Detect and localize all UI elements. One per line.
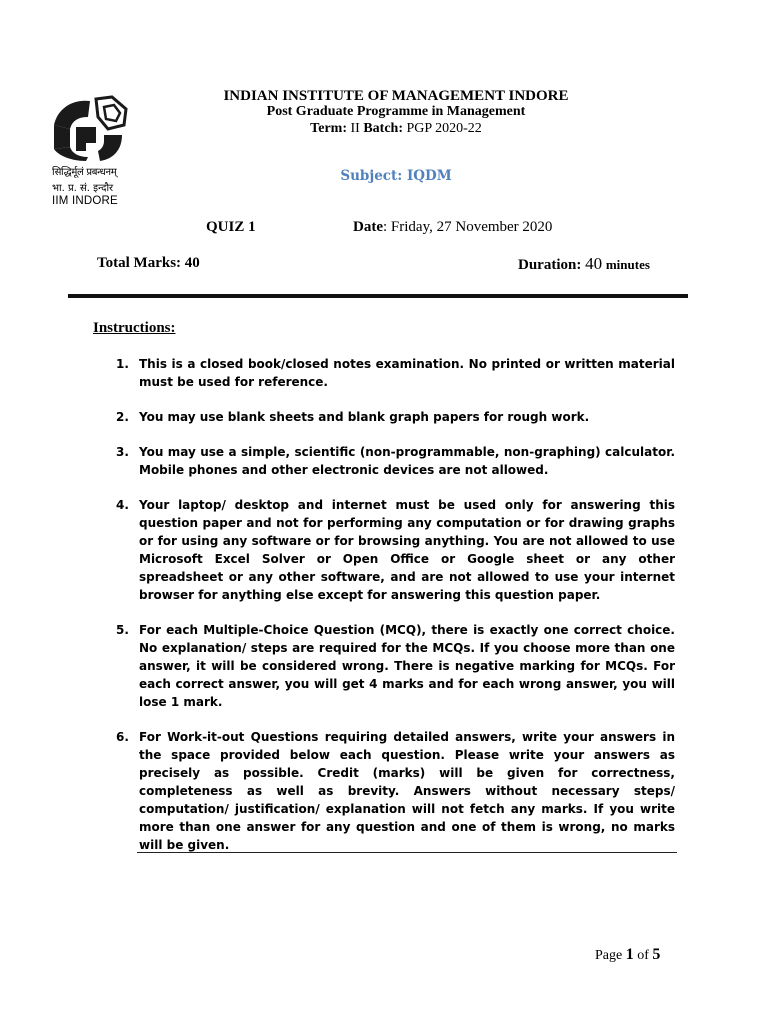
programme-name: Post Graduate Programme in Management: [266, 104, 526, 119]
duration-line: [518, 254, 650, 274]
duration-unit: minutes: [605, 257, 650, 272]
page-label: Page: [595, 948, 623, 963]
instruction-item: [111, 355, 675, 391]
instruction-number: 3.: [116, 445, 129, 459]
term-label: Term:: [310, 121, 347, 136]
instruction-text: Your laptop/ desktop and internet must be used only for answering this question paper and not for performing any computation or for drawing graphs or for using any software or for browsing anything. You are not allowed to use Microsoft Excel Solver or Open Office or Google sheet or any other spreadsheet or any other software, and are not allowed to use your internet browser for anything else except for answering this question paper.: [139, 498, 675, 602]
duration-label: Duration:: [518, 257, 582, 273]
instructions-list: [111, 355, 675, 854]
batch-label: Batch:: [363, 121, 403, 136]
instruction-number: 2.: [116, 410, 129, 424]
instruction-text: You may use a simple, scientific (non-programmable, non-graphing) calculator. Mobile phones and other electronic devices are not allowed.: [139, 445, 675, 477]
footer-divider: [137, 852, 677, 853]
batch-value: PGP 2020-22: [406, 121, 482, 136]
institute-name: INDIAN INSTITUTE OF MANAGEMENT INDORE: [223, 88, 569, 104]
term-value: II: [350, 121, 360, 136]
logo-hindi-name: भा. प्र. सं. इन्दौर: [52, 183, 114, 194]
instruction-item: [111, 443, 675, 479]
instruction-text: For each Multiple-Choice Question (MCQ), there is exactly one correct choice. No explanation/ steps are required for the MCQs. If you choose more than one answer, it will be considered wrong. There is negative marking for MCQs. For each correct answer, you will get 4 marks and for each wrong answer, you will lose 1 mark.: [139, 623, 675, 709]
logo-motto: सिद्धिर्मूलं प्रबन्धनम्: [52, 167, 117, 178]
instruction-item: [111, 728, 675, 854]
instruction-text: You may use blank sheets and blank graph papers for rough work.: [139, 410, 590, 424]
page-number: [595, 946, 660, 964]
subject-title: Subject: IQDM: [340, 168, 452, 184]
total-marks: Total Marks: 40: [97, 255, 200, 271]
logo-english-name: IIM INDORE: [52, 195, 118, 207]
quiz-title: QUIZ 1: [206, 219, 256, 235]
instruction-number: 6.: [116, 730, 129, 744]
instructions-heading: Instructions:: [93, 320, 176, 336]
instruction-text: For Work-it-out Questions requiring detailed answers, write your answers in the space provided below each question. Please write your answers as precisely as possible. Credit (marks) will be given for correctness, completeness as well as brevity. Answers without necessary steps/ computation/ justification/ explanation will not fetch any marks. If you write more than one answer for any question and one of them is wrong, no marks will be given.: [139, 730, 675, 852]
instruction-item: [111, 621, 675, 711]
date-label: Date: [353, 219, 383, 235]
term-batch-line: [0, 121, 768, 137]
page-total: 5: [652, 946, 661, 963]
instruction-number: 4.: [116, 498, 129, 512]
page-of: of: [637, 948, 649, 963]
instruction-item: [111, 408, 675, 426]
instruction-item: [111, 496, 675, 604]
date-line: [353, 219, 552, 236]
instruction-text: This is a closed book/closed notes examination. No printed or written material must be used for reference.: [139, 357, 675, 389]
instruction-number: 5.: [116, 623, 129, 637]
header-divider: [68, 294, 688, 298]
date-value: : Friday, 27 November 2020: [383, 219, 553, 235]
instruction-number: 1.: [116, 357, 129, 371]
page-current: 1: [625, 946, 634, 963]
duration-value: 40: [585, 254, 603, 273]
